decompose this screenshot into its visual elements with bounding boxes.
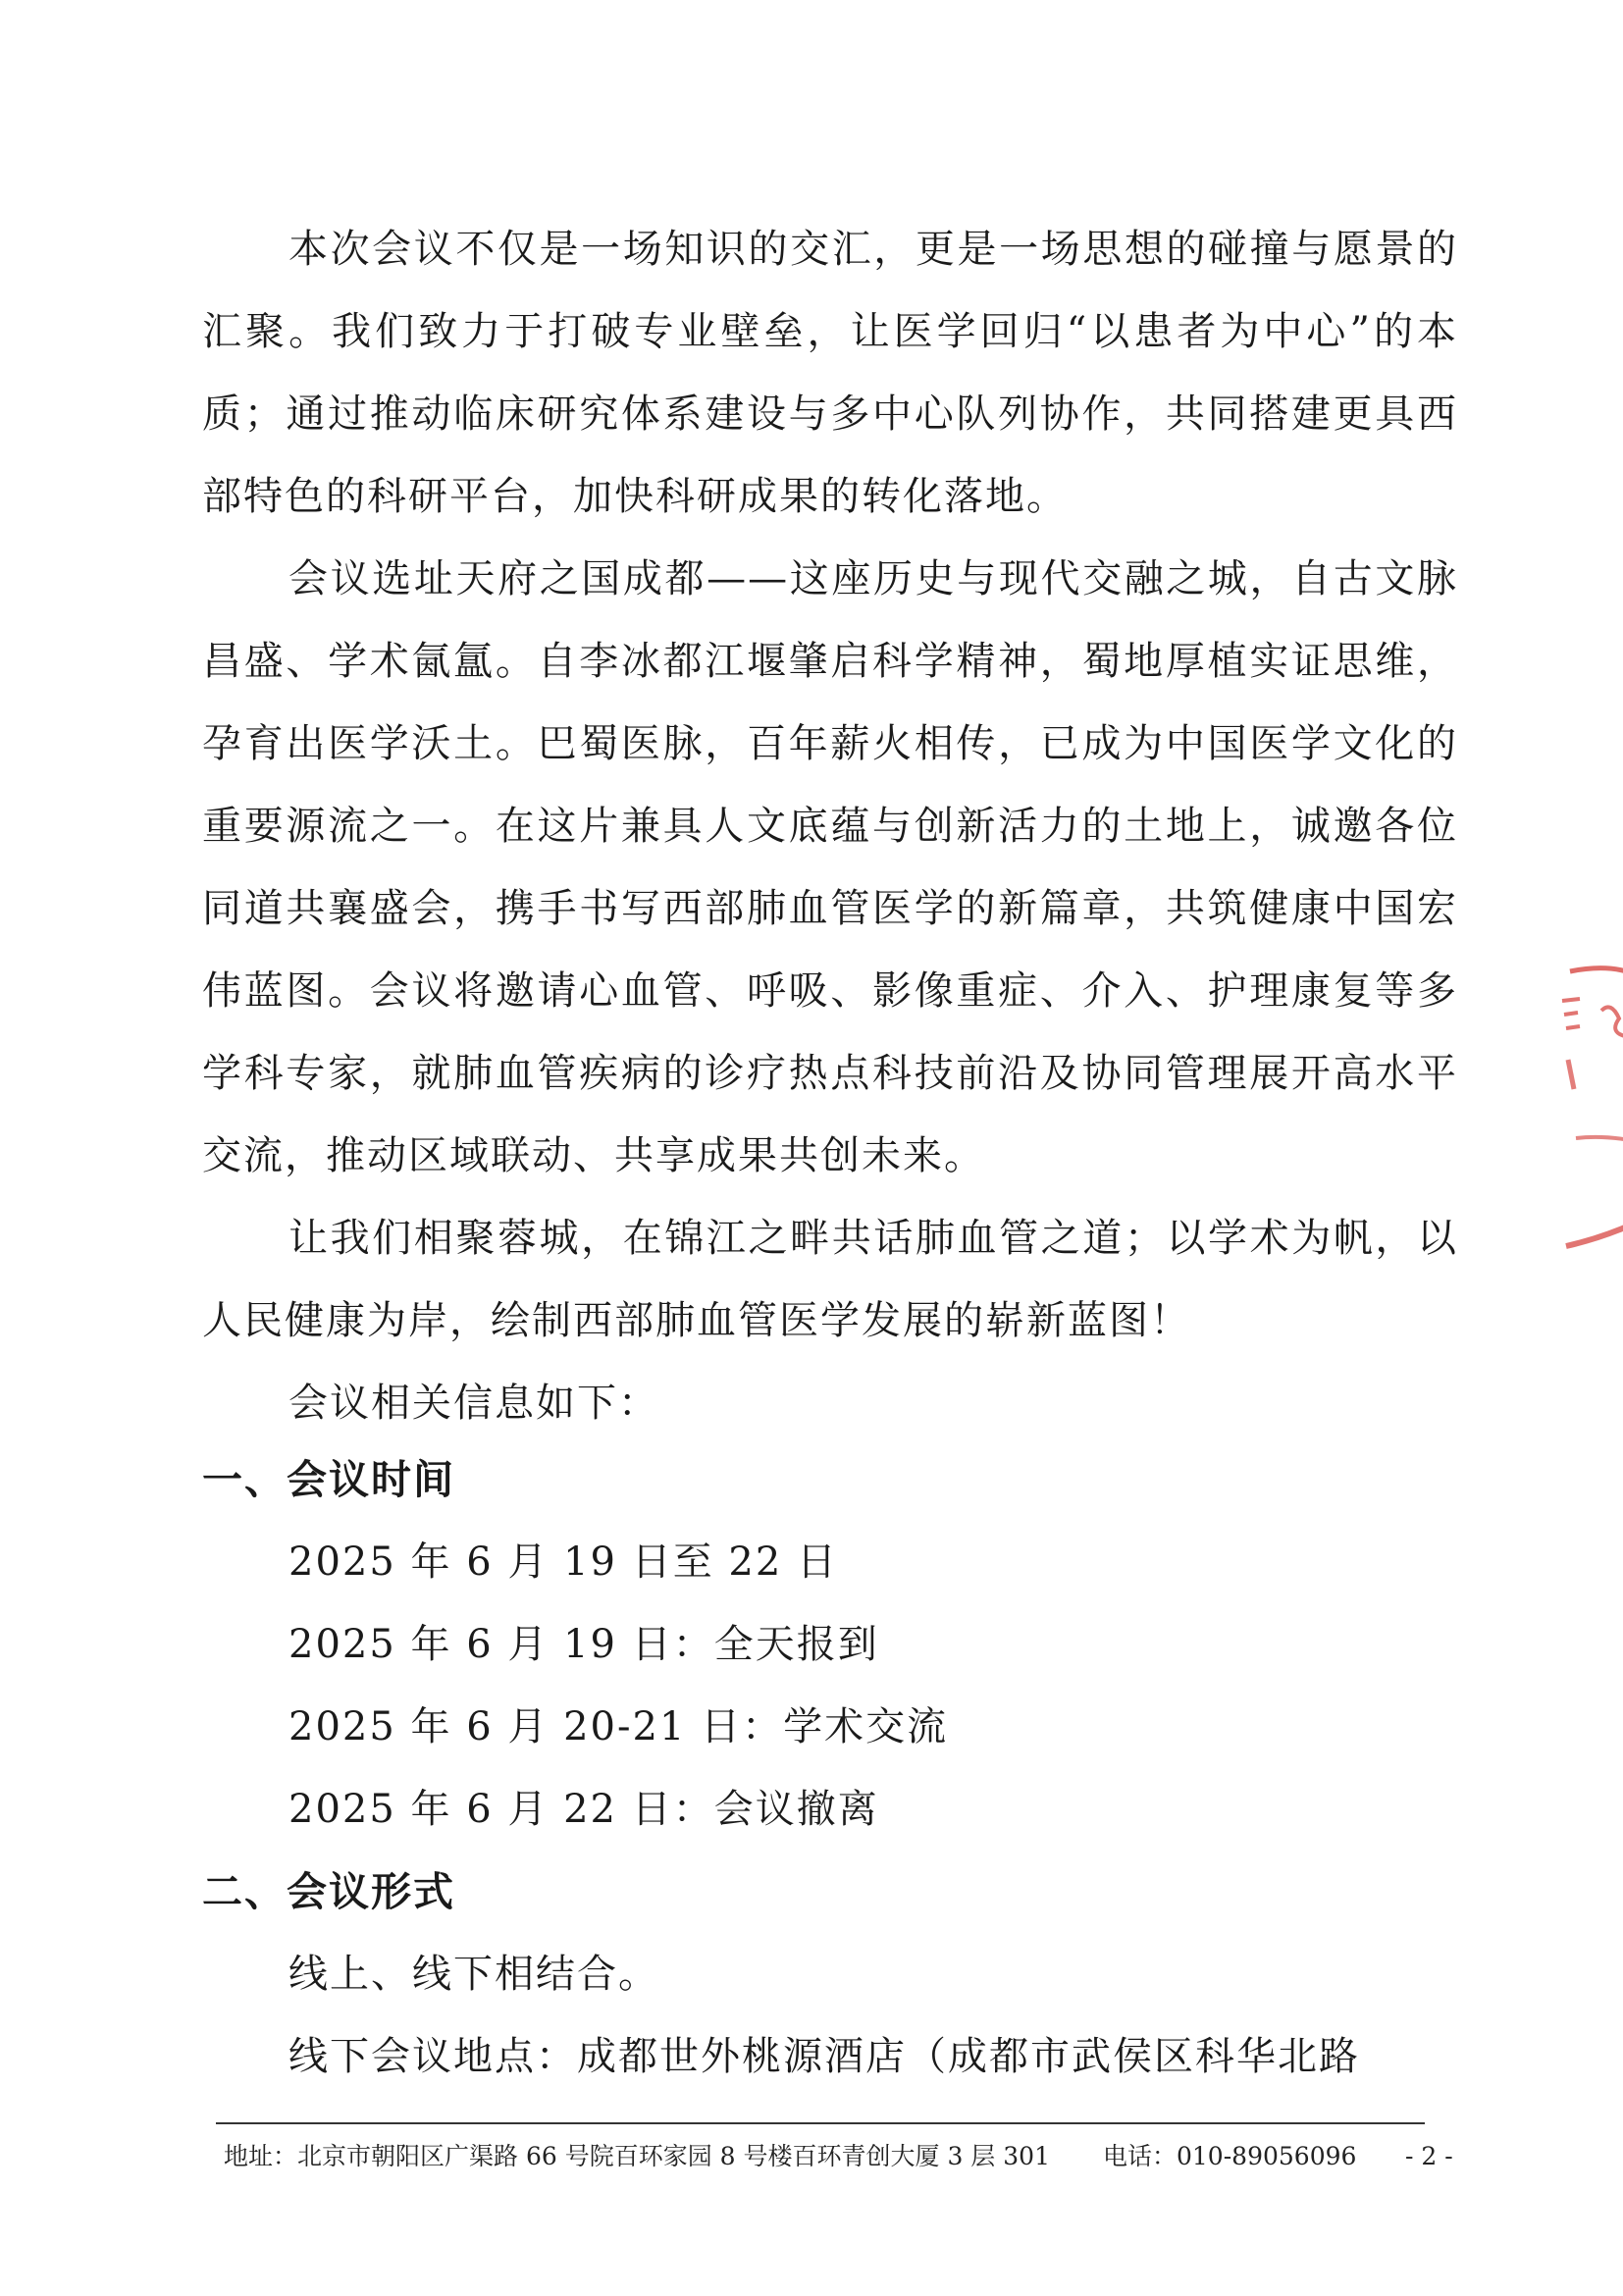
venue-item: 线下会议地点：成都世外桃源酒店（成都市武侯区科华北路 (288, 2034, 1360, 2079)
paragraph-3: 让我们相聚蓉城，在锦江之畔共话肺血管之道；以学术为帆，以人民健康为岸，绘制西部肺血管医学发展的崭新蓝图！ (202, 1216, 1458, 1343)
paragraph-4: 会议相关信息如下： (288, 1381, 659, 1426)
seal-stamp-icon (1541, 942, 1623, 1276)
paragraph-1: 本次会议不仅是一场知识的交汇，更是一场思想的碰撞与愿景的汇聚。我们致力于打破专业壁垒，让医学回归“以患者为中心”的本质；通过推动临床研究体系建设与多中心队列协作，共同搭建更具西部特色的科研平台，加快科研成果的转化落地。 (202, 227, 1458, 519)
schedule-item-1: 2025 年 6 月 19 日至 22 日 (288, 1539, 839, 1585)
schedule-item-2: 2025 年 6 月 19 日：全天报到 (288, 1622, 879, 1667)
schedule-item-4: 2025 年 6 月 22 日：会议撤离 (288, 1787, 879, 1832)
footer-address: 地址：北京市朝阳区广渠路 66 号院百环家园 8 号楼百环青创大厦 3 层 301 (224, 2142, 1050, 2170)
intro-text-block (202, 208, 1458, 1444)
section-2-heading: 二、会议形式 (202, 1868, 455, 1915)
footer-phone: 电话：010-89056096 (1103, 2142, 1357, 2170)
format-item-1: 线上、线下相结合。 (288, 1952, 659, 1997)
paragraph-2: 会议选址天府之国成都——这座历史与现代交融之城，自古文脉昌盛、学术氤氲。自李冰都江堰肇启科学精神，蜀地厚植实证思维，孕育出医学沃土。巴蜀医脉，百年薪火相传，已成为中国医学文化的重要源流之一。在这片兼具人文底蕴与创新活力的土地上，诚邀各位同道共襄盛会，携手书写西部肺血管医学的新篇章，共筑健康中国宏伟蓝图。会议将邀请心血管、呼吸、影像重症、介入、护理康复等多学科专家，就肺血管疾病的诊疗热点科技前沿及协同管理展开高水平交流，推动区域联动、共享成果共创未来。 (202, 556, 1458, 1178)
page-number: - 2 - (1405, 2142, 1453, 2170)
schedule-item-3: 2025 年 6 月 20-21 日：学术交流 (288, 1704, 949, 1749)
footer-divider (216, 2122, 1425, 2124)
section-1-heading: 一、会议时间 (202, 1456, 455, 1503)
